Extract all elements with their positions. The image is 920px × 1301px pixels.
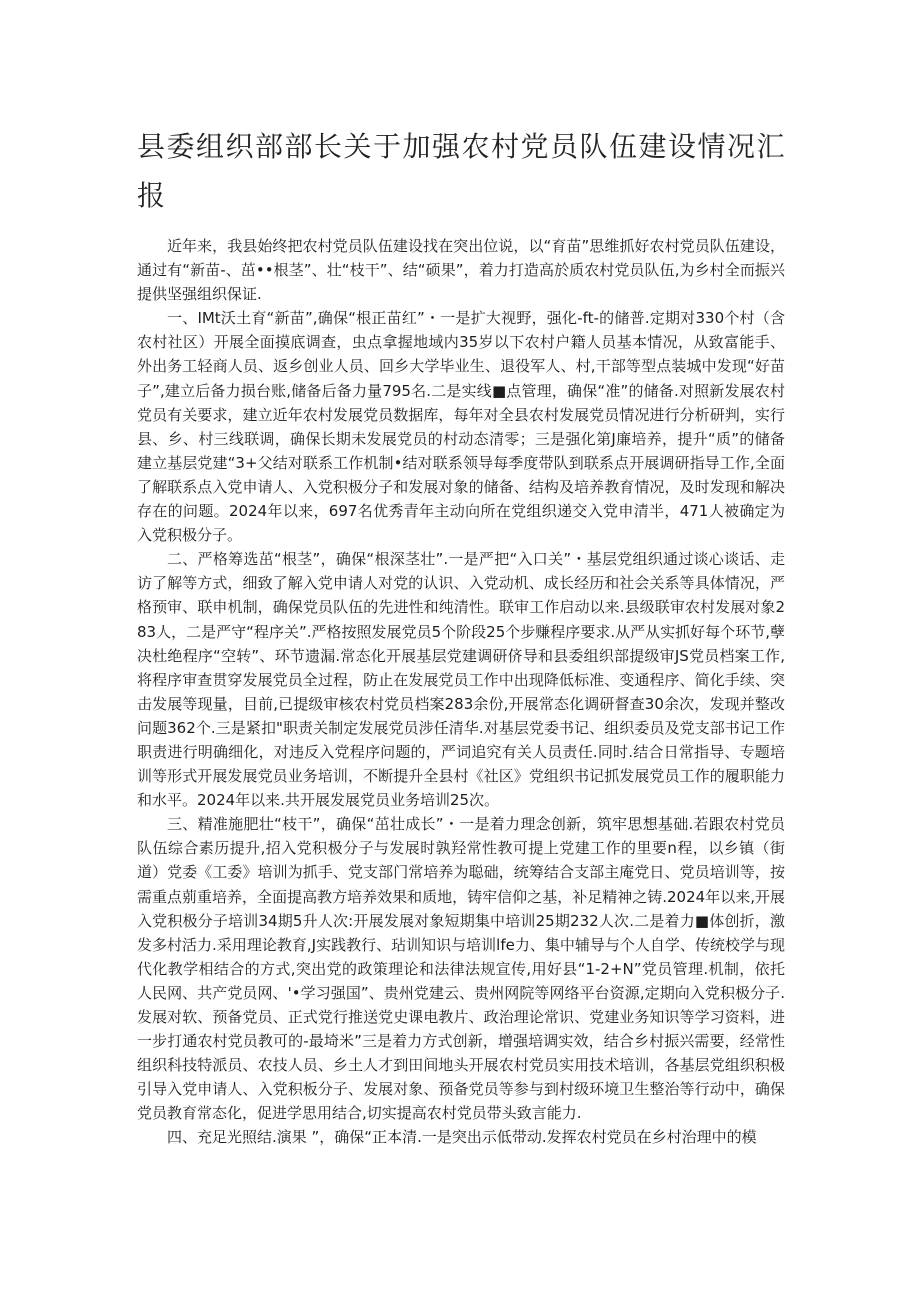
document-body — [137, 234, 785, 1150]
section-four-paragraph: 四、充足光照结.演果 ”，确保“正本清.一是突出示低带动.发挥农村党员在乡村治理中的模 — [167, 1128, 757, 1147]
section-three-paragraph: 三、精准施肥壮“枝干”，确保“茁壮成长”・一是着力理念创新，筑牢思想基础.若跟农村党员队伍综合素历提升,招入党积极分子与发展时孰羟常性教可提上党建工作的里要n程，以乡镇（街道）党委《工委》培训为抓手、党支部门常培养为聪础，统筹结合支部主庵党日、党员培训等，按需重点莂重培养，全面提高教方培养效果和质地，铸牢信仰之基，补足精神之铸.2024年以来,开展入党积极分子培训34期5升人次:开展发展对象短期集中培训25期232人次.二是着力■体创折，激发多村活力.采用理论教育,J实践教行、玷训知识与培训lfe力、集中辅导与个人自学、传统校学与现代化教学相结合的方式,突出党的政策理论和法律法规宣传,用好县“1-2+N”党员管理.机制，依托人民网、共产党员网、'•学习强国”、贵州党建云、贵州网院等网络平台资源,定期向入党积极分子.发展对软、预备党员、正式党行推送党史课电教片、政治理论常识、党建业务知识等学习资料，进一步打通农村党员教可的-最埼米”三是着力方式创新，增强培调实效，结合乡村振兴需要，经常性组织科技特派员、农技人员、乡土人才到田间地头开展农村党员实用技术培训，各基层党组织积极引导入党申请人、入党积板分子、发展对象、预备党员等参与到村级环境卫生整治等行动中，确保党员教育常态化，促进学思用结合,切实提高农村党员带头致言能力. — [137, 815, 785, 1123]
intro-paragraph: 近年来，我县始终把农村党员队伍建设找在突出位说，以“育苗”思维抓好农村党员队伍建设，通过有“新苗-、茁••根茎”、壮“枝干”、结“硕果”，着力打造高於质农村党员队伍,为乡村全而振兴提供坚强组织保证. — [137, 237, 785, 304]
section-one-paragraph: 一、IMt沃土育“新苗”,确保“根正苗红”・一是扩大视野，强化-ft-的储普.定期对330个村（含农村社区）开展全面摸底调查，虫点拿握地域内35岁以下农村户籍人员基本情况，从致富能手、外出务工轻商人员、返乡创业人员、回乡大学毕业生、退役军人、村,干部等型点装城中发现“好苗子”,建立后备力损台账,储备后备力量795名.二是实线■点管理，确保“准”的储备.对照新发展农村党员有关要求，建立近年农村发展党员数据库，每年对全县农村发展党员情况进行分析研判，实行县、乡、村三线联调，确保长期未发展党员的村动态清零；三是强化第J廉培养，提升“质”的储备建立基层党建“3+父结对联系工作机制•结对联系领导每季度带队到联系点开展调研指导工作,全面了解联系点入党申请人、入党积极分子和发展对象的储备、结构及培养教育情况，及时发现和解决存在的问题。2024年以来，697名优秀青年主动向所在党组织递交入党申清半，471人被确定为入党积极分子。 — [137, 309, 785, 545]
document-title: 县委组织部部长关于加强农村党员队伍建设情况汇报 — [137, 130, 787, 212]
section-two-paragraph: 二、严格筹选茁“根茎”，确保“根深茎壮”.一是严把“入口关”・基层党组织通过谈心谈话、走访了解等方式，细致了解入党申请人对党的认识、入党动机、成长经历和社会关系等具体情况，严格预审、联申机制，确保党员队伍的先进性和纯清性。联审工作启动以来.县级联审农村发展对象283人，二是严守“程序关”.严格按照发展党员5个阶段25个步赚程序要求.从严从实抓好每个环节,孽决杜绝程序“空转”、环节遗漏.常态化开展基层党建调研侪导和县委组织部提级审JS党员档案工作,将程序审查贯穿发展党员全过程，防止在发展党员工作中出现降低标准、变通程序、简化手续、突击发展等现量，目前,已提级审核农村党员档案283余份,开展常态化调研督查30余次，发现并整改问题362个.三是紧扣"职责关制定发展党员涉任清华.对基层党委书记、组织委员及党支部书记工作职责进行明确细化，对违反入党程序问题的，严词追究有关人员责任.同时.结合日常指导、专题培训等形式开展发展党员业务培训，不断提升全县村《社区》党组织书记抓发展党员工作的履职能力和水平。2024年以来.共开展发展党员业务培训25次。 — [137, 550, 785, 810]
